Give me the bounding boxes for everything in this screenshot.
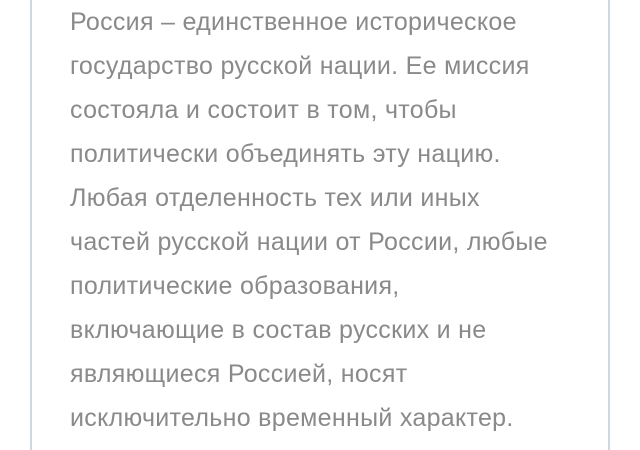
quote-line-10: исключительно временный характер. xyxy=(70,404,514,432)
quote-line-2: государство русской нации. Ее миссия xyxy=(70,52,530,80)
quote-line-6: частей русской нации от России, любые xyxy=(70,228,548,256)
quote-line-4: политически объединять эту нацию. xyxy=(70,140,501,168)
quote-line-7: политические образования, xyxy=(70,272,400,300)
quote-block xyxy=(30,0,610,450)
quote-line-5: Любая отделенность тех или иных xyxy=(70,184,480,212)
quote-line-3: состояла и состоит в том, чтобы xyxy=(70,96,457,124)
quote-line-1: Россия – единственное историческое xyxy=(70,8,517,36)
quote-line-9: являющиеся Россией, носят xyxy=(70,360,408,388)
quote-line-8: включающие в состав русских и не xyxy=(70,316,487,344)
